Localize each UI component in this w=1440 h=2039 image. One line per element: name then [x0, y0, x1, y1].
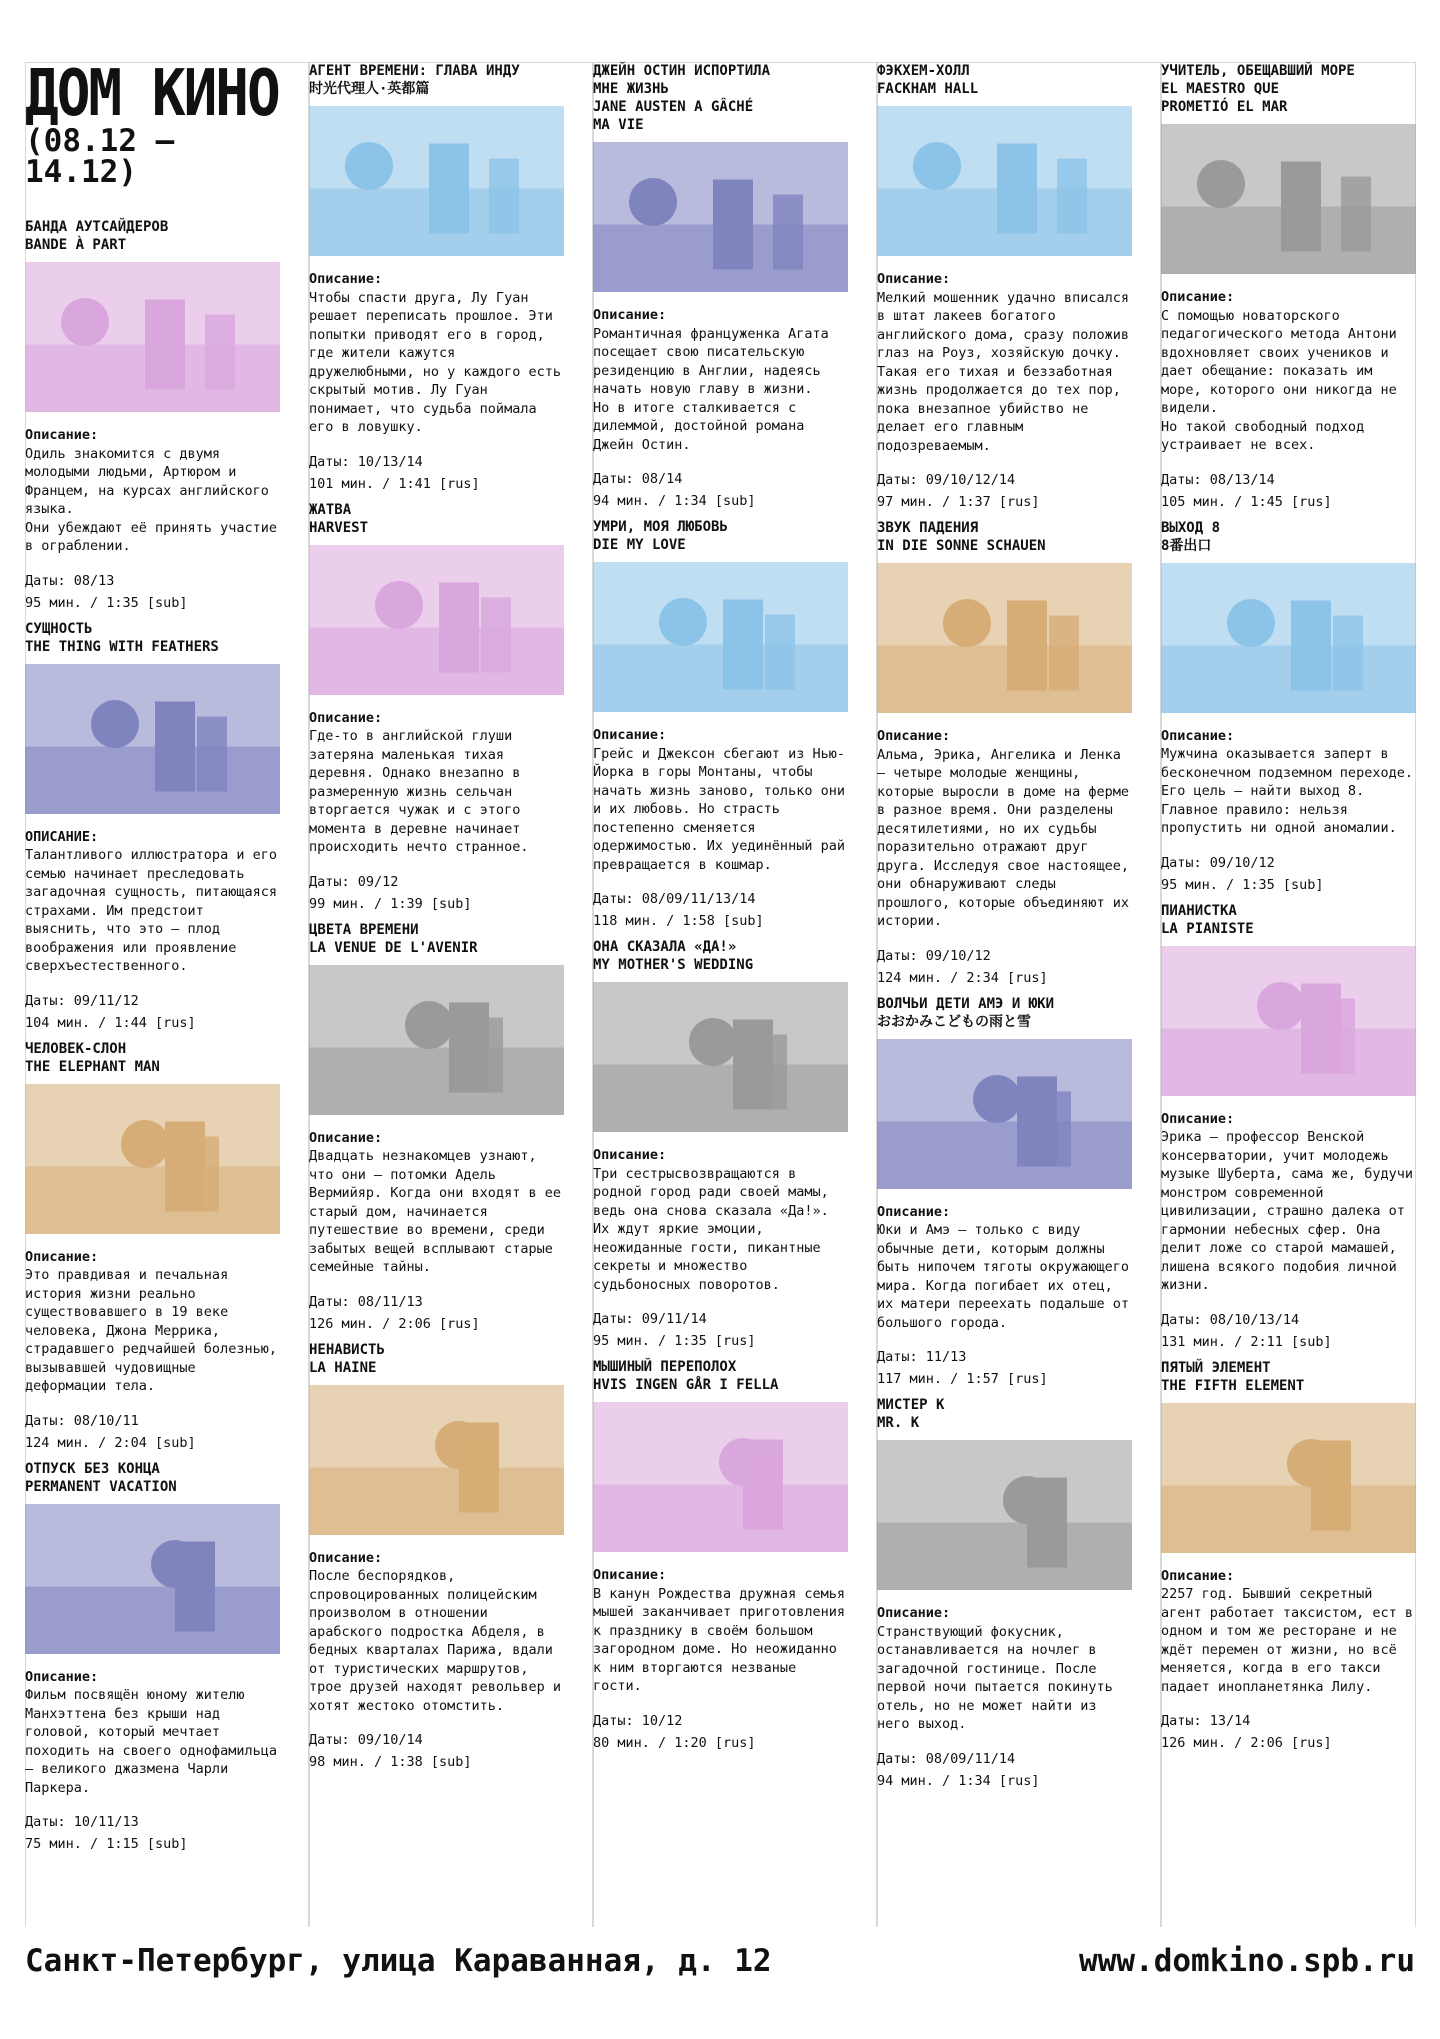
description-label: Описание: [309, 1549, 383, 1566]
film-still [593, 562, 848, 712]
screening-dates: Даты: 08/09/11/14 [877, 1750, 1016, 1767]
film-still [25, 262, 280, 412]
film-title-ru: ВЫХОД 8 [1161, 519, 1221, 536]
film-title-original: JANE AUSTEN A GÂCHÉ [593, 99, 754, 115]
film-still-image [309, 545, 564, 695]
film-duration: 99 мин. / 1:39 [sub] [309, 895, 472, 912]
page-dates: (08.12 — 14.12) [25, 123, 175, 190]
film-duration: 131 мин. / 2:11 [sub] [1161, 1333, 1332, 1350]
film-title-ru: ЦВЕТА ВРЕМЕНИ [309, 921, 419, 938]
film-still-image [1161, 946, 1416, 1096]
film-title-ru: МИСТЕР К [877, 1397, 945, 1413]
film-title[interactable] [1161, 902, 1416, 938]
screening-dates: Даты: 08/10/13/14 [1161, 1311, 1300, 1328]
film-title-ru: ДЖЕЙН ОСТИН ИСПОРТИЛА [593, 63, 771, 79]
footer-url[interactable]: www.domkino.spb.ru [1079, 1943, 1415, 1979]
film-still-image [25, 664, 280, 814]
film-still-image [877, 1440, 1132, 1590]
film-description: Романтичная француженка Агата посещает свою писательскую резиденцию в Англии, надеясь начать новую главу в жизни. Но в итоге сталкивается с дилеммой, достойной романа Джейн Остин. [593, 325, 829, 453]
film-title[interactable] [25, 1460, 280, 1496]
film-still [877, 1039, 1132, 1189]
description-label: Описание: [1161, 289, 1235, 305]
film-entry [1161, 902, 1416, 1353]
film-duration: 117 мин. / 1:57 [rus] [877, 1371, 1048, 1387]
film-duration: 101 мин. / 1:41 [rus] [309, 475, 480, 492]
film-title-original: THE THING WITH FEATHERS [25, 638, 219, 655]
film-still [309, 1385, 564, 1535]
film-still [309, 965, 564, 1115]
column-5 [1161, 62, 1416, 1760]
film-description: Где-то в английской глуши затеряна маленькая тихая деревня. Однако внезапно в размеренную жизнь сельчан вторгается чужак и с этого момента в деревне начинает происходить нечто странное. [309, 728, 529, 855]
film-still-image [25, 262, 280, 412]
screening-dates: Даты: 09/11/12 [25, 992, 139, 1009]
screening-dates: Даты: 09/10/12/14 [877, 472, 1016, 488]
film-title-ru-2: МНЕ ЖИЗНЬ [593, 81, 669, 97]
film-title[interactable] [309, 501, 564, 537]
film-still-image [593, 142, 848, 292]
film-still [593, 1402, 848, 1552]
film-title-original: FACKHAM HALL [877, 81, 979, 97]
film-title[interactable] [309, 62, 564, 98]
film-entry [877, 1396, 1132, 1792]
film-title[interactable] [877, 995, 1132, 1031]
film-entry [25, 620, 280, 1034]
description-label: Описание: [1161, 1110, 1235, 1127]
film-title-ru: ЖАТВА [309, 501, 352, 518]
film-title-original: HARVEST [309, 519, 369, 536]
screening-dates: Даты: 10/12 [593, 1712, 683, 1729]
film-duration: 75 мин. / 1:15 [sub] [25, 1836, 188, 1852]
film-still [877, 1440, 1132, 1590]
film-still-image [877, 106, 1132, 256]
film-still [1161, 563, 1416, 713]
film-still-image [309, 1385, 564, 1535]
screening-dates: Даты: 09/11/14 [593, 1311, 707, 1327]
film-description: Странствующий фокусник, останавливается на ночлег в загадочной гостинице. После первой ночи пытается покинуть отель, но не может найти из него выход. [877, 1623, 1113, 1732]
film-entry [309, 1341, 564, 1774]
film-duration: 98 мин. / 1:38 [sub] [309, 1754, 472, 1770]
film-title[interactable] [877, 62, 1132, 98]
column-3 [593, 62, 848, 1760]
brand-header [25, 56, 280, 190]
film-title[interactable] [593, 518, 848, 554]
film-still [309, 545, 564, 695]
film-title-ru: МЫШИНЫЙ ПЕРЕПОЛОХ [593, 1359, 737, 1375]
film-description: После беспорядков, спровоцированных полицейским произволом в отношении арабского подростка Абделя, в бедных кварталах Парижа, вдали от туристических маршрутов, трое друзей находят револьвер и хотят жестоко отомстить. [309, 1568, 561, 1714]
film-still [593, 982, 848, 1132]
screening-dates: Даты: 11/13 [877, 1349, 967, 1365]
film-title-ru: ЧЕЛОВЕК-СЛОН [25, 1040, 127, 1057]
film-duration: 94 мин. / 1:34 [sub] [593, 493, 756, 509]
film-title[interactable] [25, 218, 280, 254]
film-description: Грейс и Джексон сбегают из Нью-Йорка в горы Монтаны, чтобы начать жизнь заново, только они и их любовь. Но страсть постепенно сменяется одержимостью. Их уединённый рай превращается в кошмар. [593, 745, 845, 873]
film-still-image [593, 982, 848, 1132]
film-still [1161, 1403, 1416, 1553]
description-label: Описание: [593, 1567, 667, 1583]
film-title-ru: ЗВУК ПАДЕНИЯ [877, 520, 979, 536]
film-duration: 118 мин. / 1:58 [sub] [593, 913, 764, 929]
film-title-ru: БАНДА АУТСАЙДЕРОВ [25, 219, 169, 235]
description-label: Описание: [309, 271, 383, 287]
description-label: Описание: [309, 1129, 383, 1146]
film-entry [877, 62, 1132, 513]
film-still-image [1161, 124, 1416, 274]
film-duration: 126 мин. / 2:06 [rus] [309, 1315, 480, 1332]
film-entry [25, 218, 280, 614]
film-title[interactable] [593, 1358, 848, 1394]
film-title[interactable] [25, 620, 280, 656]
film-entry [25, 1040, 280, 1454]
film-title-ru: СУЩНОСТЬ [25, 620, 93, 637]
description-label: Описание: [877, 1203, 951, 1220]
film-description: Двадцать незнакомцев узнают, что они — потомки Адель Вермийяр. Когда они входят в ее старый дом, начинается путешествие во времени, среди забытых вещей всплывают старые семейные тайны. [309, 1148, 561, 1275]
film-duration: 97 мин. / 1:37 [rus] [877, 494, 1040, 510]
description-label: Описание: [593, 307, 667, 323]
film-title[interactable] [25, 1040, 280, 1076]
film-still [593, 142, 848, 292]
film-description: Мелкий мошенник удачно вписался в штат лакеев богатого английского дома, сразу положив глаз на Роуз, хозяйскую дочку. Такая его тихая и беззаботная жизнь продолжается до тех пор, пока внезапное убийство не делает его главным подозреваемым. [877, 289, 1129, 454]
film-title-original: PERMANENT VACATION [25, 1478, 177, 1495]
film-title-original: IN DIE SONNE SCHAUEN [877, 538, 1046, 554]
film-still-image [309, 106, 564, 256]
film-still [25, 1504, 280, 1654]
film-duration: 95 мин. / 1:35 [rus] [593, 1333, 756, 1349]
film-title-ru: ПИАНИСТКА [1161, 902, 1237, 919]
film-title-ru: НЕНАВИСТЬ [309, 1341, 385, 1358]
film-duration: 95 мин. / 1:35 [sub] [1161, 876, 1324, 893]
film-title[interactable] [1161, 519, 1416, 555]
film-description: Это правдивая и печальная история жизни реально существовавшего в 19 веке человека, Джона Меррика, страдавшего редчайшей болезнью, вызывавшей чудовищные деформации тела. [25, 1267, 277, 1394]
film-title-original: LA PIANISTE [1161, 920, 1254, 937]
film-title-ru: ВОЛЧЬИ ДЕТИ АМЭ И ЮКИ [877, 995, 1055, 1012]
column-1 [25, 56, 280, 1861]
column-4 [877, 62, 1132, 1798]
film-still-image [593, 1402, 848, 1552]
screening-dates: Даты: 13/14 [1161, 1713, 1251, 1729]
film-title-ru: УЧИТЕЛЬ, ОБЕЩАВШИЙ МОРЕ [1161, 63, 1355, 79]
description-label: Описание: [1161, 727, 1235, 744]
film-entry [309, 62, 564, 495]
film-entry [1161, 519, 1416, 896]
film-title[interactable] [309, 921, 564, 957]
description-label: Описание: [25, 1668, 99, 1685]
film-still [1161, 124, 1416, 274]
film-description: Фильм посвящён юному жителю Манхэттена без крыши над головой, который мечтает походить на своего однофамильца — великого джазмена Чарли Паркера. [25, 1687, 277, 1796]
film-title-original: MY MOTHER'S WEDDING [593, 957, 754, 973]
description-label: Описание: [593, 1147, 667, 1163]
film-title-original: LA HAINE [309, 1359, 377, 1376]
film-description: Юки и Амэ — только с виду обычные дети, которым должны быть нипочем тяготы окружающего мира. Когда погибает их отец, их матери переехать подальше от большого города. [877, 1222, 1129, 1331]
screening-dates: Даты: 08/13 [25, 572, 115, 589]
film-title-original: HVIS INGEN GÅR I FELLA [593, 1377, 779, 1393]
film-duration: 94 мин. / 1:34 [rus] [877, 1772, 1040, 1789]
film-title[interactable] [877, 1396, 1132, 1432]
film-duration: 95 мин. / 1:35 [sub] [25, 594, 188, 611]
film-entry [1161, 62, 1416, 513]
film-title-original: PROMETIÓ EL MAR [1161, 99, 1288, 115]
film-still-image [1161, 563, 1416, 713]
description-label: Описание: [877, 271, 951, 287]
screening-dates: Даты: 08/10/11 [25, 1412, 139, 1429]
film-title[interactable] [1161, 1359, 1416, 1395]
film-still [25, 1084, 280, 1234]
film-still [877, 563, 1132, 713]
film-description: В канун Рождества дружная семья мышей заканчивает приготовления к празднику в своём большом загородном доме. Но неожиданно к ним вторгаются незваные гости. [593, 1585, 845, 1694]
film-title-original: MR. K [877, 1415, 920, 1431]
film-description: Три сестрысвозвращаются в родной город ради своей мамы, ведь она снова сказала «Да!». Их ждут яркие эмоции, неожиданные гости, пикантные секреты и множество судьбоносных поворотов. [593, 1165, 829, 1293]
screening-dates: Даты: 09/10/14 [309, 1732, 423, 1748]
film-description: Талантливого иллюстратора и его семью начинает преследовать загадочная сущность, питающаяся страхами. Им предстоит выяснить, что это — плод воображения или проявление сверхъестественного. [25, 847, 277, 974]
film-still-image [1161, 1403, 1416, 1553]
film-title[interactable] [593, 938, 848, 974]
film-description: 2257 год. Бывший секретный агент работает таксистом, ест в одном и том же ресторане и не ждёт перемен от жизни, но всё меняется, когда в его такси падает инопланетянка Лилу. [1161, 1586, 1413, 1695]
film-still-image [25, 1504, 280, 1654]
film-still-image [25, 1084, 280, 1234]
description-label: Описание: [877, 1605, 951, 1621]
film-entry [877, 519, 1132, 989]
film-entry [877, 995, 1132, 1391]
film-title-ru: ОНА СКАЗАЛА «ДА!» [593, 939, 737, 955]
film-still [309, 106, 564, 256]
film-still-image [309, 965, 564, 1115]
column-2 [309, 62, 564, 1779]
screening-dates: Даты: 09/10/12 [877, 947, 991, 964]
screening-dates: Даты: 10/13/14 [309, 453, 423, 470]
film-duration: 126 мин. / 2:06 [rus] [1161, 1735, 1332, 1751]
film-title-ru: УМРИ, МОЯ ЛЮБОВЬ [593, 519, 728, 535]
film-entry [593, 1358, 848, 1754]
film-description: Мужчина оказывается заперт в бесконечном подземном переходе. Его цель — найти выход 8. Главное правило: нельзя пропустить ни одной аномалии. [1161, 746, 1413, 836]
film-description: Эрика — профессор Венской консерватории, учит молодежь музыке Шуберта, сама же, будучи монстром современной цивилизации, страшно далека от гармонии небесных сфер. Она делит ложе со старой мамашей, лишена всякого подобия личной жизни. [1161, 1129, 1413, 1293]
film-title[interactable] [1161, 62, 1416, 116]
film-entry [25, 1460, 280, 1856]
film-title-ru: ОТПУСК БЕЗ КОНЦА [25, 1460, 160, 1477]
film-title[interactable] [877, 519, 1132, 555]
film-title-original: BANDE À PART [25, 237, 127, 253]
footer-address: Санкт-Петербург, улица Караванная, д. 12 [25, 1943, 772, 1979]
film-title-ru-2: EL MAESTRO QUE [1161, 81, 1280, 97]
film-entry [1161, 1359, 1416, 1755]
film-entry [593, 62, 848, 512]
film-still-image [593, 562, 848, 712]
description-label: Описание: [877, 728, 951, 744]
screening-dates: Даты: 08/13/14 [1161, 471, 1275, 488]
film-entry [593, 518, 848, 932]
film-title-original-2: MA VIE [593, 117, 644, 133]
film-title-original: 时光代理人·英都篇 [309, 81, 430, 97]
film-title-ru: ФЭКХЕМ-ХОЛЛ [877, 63, 970, 79]
film-description: Одиль знакомится с двумя молодыми людьми, Артюром и Францем, на курсах английского языка. Они убеждают её принять участие в ограблении. [25, 445, 277, 554]
film-still [1161, 946, 1416, 1096]
film-description: С помощью новаторского педагогического метода Антони вдохновляет своих учеников и дает обещание: показать им море, которого они никогда не видели. Но такой свободный подход устраивает не всех. [1161, 307, 1397, 453]
screening-dates: Даты: 08/14 [593, 471, 683, 487]
film-entry [309, 501, 564, 915]
film-still [25, 664, 280, 814]
description-label: Описание: [593, 727, 667, 743]
screening-dates: Даты: 09/12 [309, 873, 399, 890]
film-duration: 80 мин. / 1:20 [rus] [593, 1734, 756, 1751]
description-label: ОПИСАНИЕ: [25, 828, 99, 845]
screening-dates: Даты: 10/11/13 [25, 1814, 139, 1830]
film-description: Альма, Эрика, Ангелика и Ленка — четыре молодые женщины, которые выросли в доме на ферме в разное время. Они разделены десятилетиями, но их судьбы поразительно отражают друг друга. Исследуя свое настоящее, они обнаруживают следы прошлого, которые объединяют их истории. [877, 746, 1129, 929]
film-duration: 124 мин. / 2:34 [rus] [877, 969, 1048, 986]
description-label: Описание: [1161, 1567, 1235, 1584]
film-title-original: DIE MY LOVE [593, 537, 686, 553]
description-label: Описание: [25, 1248, 99, 1265]
film-title-original: THE FIFTH ELEMENT [1161, 1377, 1305, 1394]
film-still-image [877, 563, 1132, 713]
film-title[interactable] [593, 62, 848, 134]
film-title-original: LA VENUE DE L'AVENIR [309, 939, 478, 956]
screening-dates: Даты: 08/11/13 [309, 1293, 423, 1310]
screening-dates: Даты: 09/10/12 [1161, 854, 1275, 871]
film-entry [309, 921, 564, 1335]
film-duration: 105 мин. / 1:45 [rus] [1161, 493, 1332, 510]
description-label: Описание: [309, 709, 383, 726]
page-title: ДОМ КИНО [25, 56, 279, 131]
film-title-ru: АГЕНТ ВРЕМЕНИ: ГЛАВА ИНДУ [309, 63, 520, 79]
film-duration: 104 мин. / 1:44 [rus] [25, 1014, 196, 1031]
film-description: Чтобы спасти друга, Лу Гуан решает переписать прошлое. Эти попытки приводят его в город, где жители кажутся дружелюбными, но у каждого есть скрытый мотив. Лу Гуан понимает, что судьба поймала его в ловушку. [309, 289, 561, 435]
film-still [877, 106, 1132, 256]
film-still-image [877, 1039, 1132, 1189]
screening-dates: Даты: 08/09/11/13/14 [593, 891, 756, 907]
description-label: Описание: [25, 427, 99, 443]
film-title-ru: ПЯТЫЙ ЭЛЕМЕНТ [1161, 1359, 1271, 1376]
film-title-original: おおかみこどもの雨と雪 [877, 1013, 1031, 1030]
film-title-original: THE ELEPHANT MAN [25, 1058, 160, 1075]
film-entry [593, 938, 848, 1352]
film-title[interactable] [309, 1341, 564, 1377]
film-duration: 124 мин. / 2:04 [sub] [25, 1434, 196, 1451]
film-title-original: 8番出口 [1161, 537, 1212, 554]
